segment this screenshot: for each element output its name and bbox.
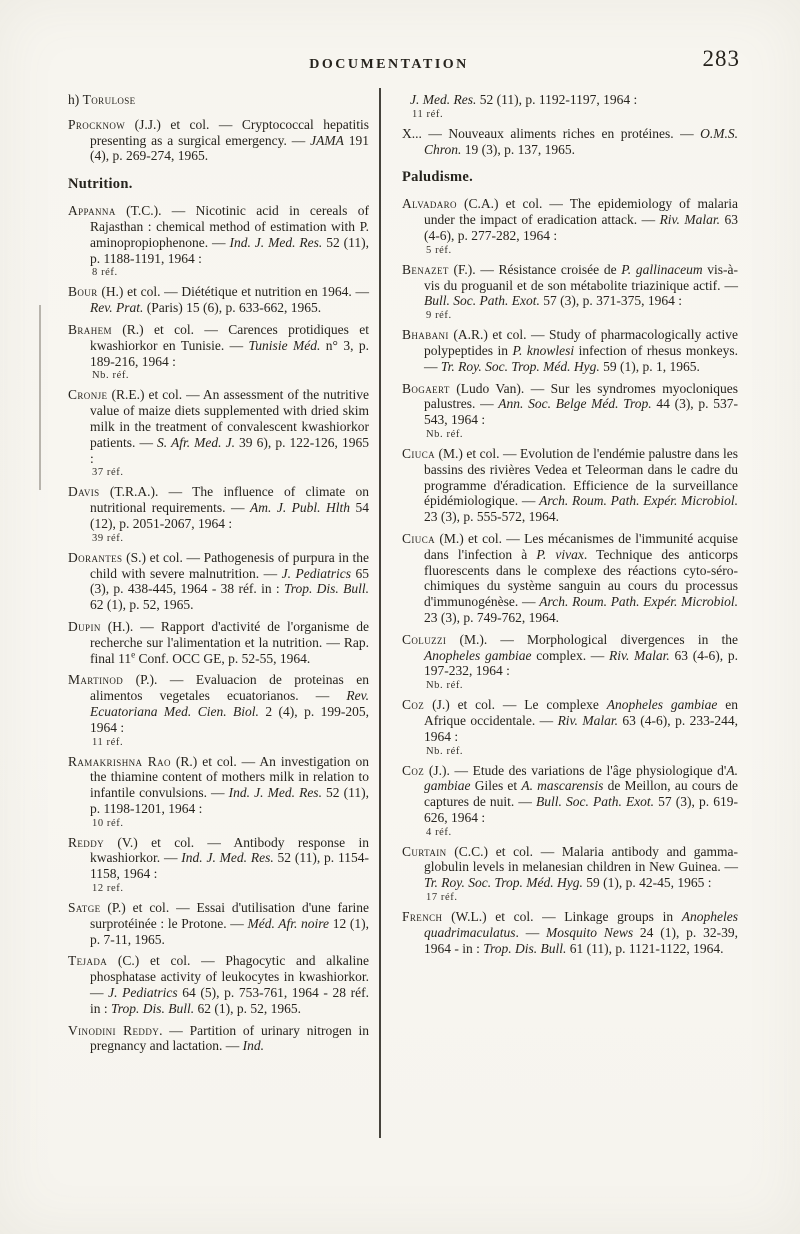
reference-count: Nb. réf. (426, 745, 464, 757)
entry-text: n° 3, p. 189-216, 1964 : (90, 337, 369, 369)
author-name: Alvadaro (402, 196, 457, 212)
entry-text: (A.R.) et col. — Study of pharmacologically active polypeptides in (424, 327, 738, 358)
journal-title: Riv. Malar. (659, 212, 721, 228)
entry-text: (J.) et col. — Le complexe (424, 697, 607, 713)
entry-text: 62 (1), p. 52, 1965. (90, 597, 194, 613)
author-name: Appanna (68, 203, 116, 219)
bibliography-entry (68, 672, 369, 747)
entry-text: 59 (1), p. 42-45, 1965 : (582, 875, 712, 891)
entry-text: (W.L.) et col. — Linkage groups in (442, 909, 682, 925)
journal-title: J. Med. Res. (410, 92, 477, 107)
journal-title: O.M.S. Chron. (424, 125, 738, 157)
entry-text: 64 (5), p. 753-761, 1964 - 28 réf. in : (90, 985, 370, 1016)
author-name: Coz (402, 697, 425, 713)
author-name: Coluzzi (402, 631, 447, 647)
entry-text: (R.) et col. — Carences protidiques et kwashiorkor en Tunisie. — (90, 321, 369, 353)
author-name: Dorantes (68, 549, 123, 565)
journal-title: Mosquito News (546, 924, 634, 940)
reference-count: Nb. réf. (92, 370, 130, 382)
journal-title: Riv. Malar. (609, 647, 670, 663)
author-name: Bour (68, 284, 98, 300)
entry-text: (P.) et col. — Essai d'utilisation d'une farine surprotéinée : le Protone. — (90, 900, 369, 931)
entry-text: (F.). — Résistance croisée de (448, 261, 622, 277)
author-name: Martinod (68, 672, 124, 688)
entry-text: (M.). — Morphological divergences in the (446, 631, 738, 647)
journal-title: A. gambiae (424, 762, 738, 794)
section-heading: Nutrition. (68, 176, 133, 193)
reference-count: 12 ref. (92, 883, 124, 895)
author-name: Curtain (402, 843, 447, 859)
author-name: Ciuca (402, 530, 436, 546)
bibliography-entry (68, 754, 369, 829)
bibliography-entry (68, 203, 369, 278)
reference-count: 37 réf. (92, 467, 124, 479)
entry-text: 191 (4), p. 269-274, 1965. (90, 132, 370, 164)
journal-title: Ann. Soc. Belge Méd. Trop. (498, 396, 652, 412)
bibliography-entry (402, 909, 738, 956)
author-name: Bogaert (402, 380, 450, 396)
entry-text: 52 (11), p. 1154-1158, 1964 : (90, 850, 369, 882)
entry-text: (Paris) 15 (6), p. 633-662, 1965. (143, 300, 322, 316)
reference-count: 11 réf. (412, 108, 444, 120)
entry-text: 39 6), p. 122-126, 1965 : (90, 434, 369, 466)
entry-text: . — (515, 924, 547, 940)
reference-count: Nb. réf. (426, 428, 464, 440)
entry-text: 57 (3), p. 619-626, 1964 : (424, 794, 738, 825)
journal-title: Arch. Roum. Path. Expér. Microbiol. (539, 594, 738, 610)
superscript: e (131, 649, 136, 660)
entry-text: 44 (3), p. 537-543, 1964 : (424, 396, 738, 428)
journal-title: S. Afr. Med. J. (157, 434, 235, 450)
entry-text: 61 (11), p. 1121-1122, 1964. (566, 940, 724, 956)
bibliography-entry (68, 284, 369, 316)
journal-title: Rev. Ecuatoriana Med. Cien. Biol. (90, 688, 369, 719)
author-name: Satge (68, 900, 101, 916)
journal-title: Bull. Soc. Path. Exot. (536, 794, 655, 810)
author-name: Tejada (68, 953, 108, 969)
entry-text: 52 (11), p. 1188-1191, 1964 : (90, 234, 370, 266)
bibliography-entry (68, 1023, 369, 1055)
journal-title: Tr. Roy. Soc. Trop. Méd. Hyg. (424, 875, 583, 891)
entry-text: 57 (3), p. 371-375, 1964 : (539, 293, 682, 309)
bibliography-entry (402, 446, 738, 525)
bibliography-entry (402, 763, 738, 838)
journal-title: Trop. Dis. Bull. (283, 581, 369, 597)
bibliography-entry (68, 953, 369, 1016)
entry-text: de Meillon, au cours de captures de nuit. — (424, 778, 739, 810)
journal-title: Trop. Dis. Bull. (111, 1000, 195, 1016)
bibliography-entry (68, 484, 369, 543)
reference-count: 5 réf. (426, 244, 452, 256)
entry-text: 54 (12), p. 2051-2067, 1964 : (90, 500, 369, 531)
journal-title: Arch. Roum. Path. Expér. Microbiol. (539, 493, 738, 509)
author-name: Procknow (68, 116, 126, 132)
bibliography-entry (68, 900, 369, 947)
column-right (402, 92, 738, 962)
author-name: Ciuca (402, 445, 436, 461)
entry-text: (M.) et col. — Les mécanismes de l'immunité acquise dans l'infection à (424, 530, 738, 562)
author-name: Reddy (68, 834, 105, 850)
journal-title: J. Pediatrics (281, 565, 351, 581)
page-number: 283 (702, 46, 740, 71)
entry-text: 23 (3), p. 749-762, 1964. (424, 609, 559, 625)
journal-title: Méd. Afr. noire (247, 915, 330, 931)
subsection-heading (68, 92, 369, 108)
entry-text: 59 (1), p. 1, 1965. (599, 358, 700, 374)
journal-title: J. Pediatrics (108, 985, 178, 1001)
entry-text: vis-à-vis du proguanil et de son métabolite triazinique actif. — (424, 261, 738, 293)
bibliography-entry (402, 126, 738, 158)
entry-text: (M.) et col. — Evolution de l'endémie palustre dans les bassins des rivières Vedea et Teleorman dans le cadre du programme d'éradication. Efficience de la surveillance épidémiologique. — (424, 445, 738, 509)
bibliography-entry (68, 387, 369, 478)
journal-title: Ind. J. Med. Res. (229, 234, 323, 250)
journal-title: JAMA (310, 132, 344, 148)
entry-text: Conf. OCC GE, p. 52-55, 1964. (135, 650, 311, 666)
bibliography-entry (402, 327, 738, 374)
entry-text: 63 (4-6), p. 197-232, 1964 : (424, 647, 738, 679)
bibliography-entry (402, 844, 738, 903)
journal-title: P. knowlesi (512, 342, 575, 358)
entry-text: (C.A.) et col. — The epidemiology of malaria under the impact of eradication attack. — (424, 196, 738, 228)
entry-text: Giles et (470, 778, 522, 794)
journal-title: Anopheles gambiae (424, 647, 532, 663)
entry-text: (J.J.) et col. — Cryptococcal hepatitis presenting as a surgical emergency. — (90, 116, 369, 148)
bibliography-entry (68, 117, 369, 164)
bibliography-entry (68, 322, 369, 381)
entry-text: 24 (1), p. 32-39, 1964 - in : (424, 924, 738, 956)
entry-text: 65 (3), p. 438-445, 1964 - 38 réf. in : (90, 565, 370, 597)
entry-text: (H.) et col. — Diététique et nutrition en 1964. — (97, 284, 369, 300)
entry-text: 62 (1), p. 52, 1965. (194, 1000, 302, 1016)
bibliography-entry (402, 697, 738, 756)
entry-text: 19 (3), p. 137, 1965. (461, 141, 576, 157)
reference-count: 4 réf. (426, 826, 452, 838)
entry-text: 63 (4-6), p. 233-244, 1964 : (424, 712, 738, 744)
bibliography-entry (68, 550, 369, 613)
bibliography-entry (68, 619, 369, 666)
journal-title: Anopheles gambiae (606, 697, 718, 713)
bibliography-entry (402, 92, 738, 120)
entry-text: 12 (1), p. 7-11, 1965. (90, 915, 370, 947)
entry-text: 2 (4), p. 199-205, 1964 : (90, 703, 369, 735)
column-left (68, 92, 369, 1060)
journal-title: Am. J. Publ. Hlth (250, 500, 351, 516)
entry-text: (C.) et col. — Phagocytic and alkaline phosphatase activity of leukocytes in kwashiorkor. — (90, 953, 369, 1001)
bibliography-entry (402, 196, 738, 255)
author-name: Davis (68, 484, 100, 500)
section-heading: Paludisme. (402, 169, 474, 186)
reference-count: 9 réf. (426, 310, 452, 322)
journal-title: Bull. Soc. Path. Exot. (424, 293, 540, 309)
entry-text: 52 (11), p. 1198-1201, 1964 : (90, 785, 370, 816)
entry-text: . — Partition of urinary nitrogen in pregnancy and lactation. — (90, 1022, 370, 1054)
journal-title: Ind. J. Med. Res. (181, 850, 274, 866)
column-divider-rule (379, 88, 381, 1138)
entry-text: (T.C.). — Nicotinic acid in cereals of Rajasthan : chemical method of estimation with P. aminopropiophenone. — (90, 203, 369, 250)
author-name: Bhabani (402, 327, 449, 343)
reference-count: Nb. réf. (426, 680, 464, 692)
bibliography-entry (402, 632, 738, 691)
author-name: Brahem (68, 321, 112, 337)
bibliography-entry (68, 835, 369, 894)
entry-text: (Ludo Van). — Sur les syndromes myocloniques palustres. — (424, 380, 738, 412)
entry-text: (H.). — Rapport d'activité de l'organisme de recherche sur l'alimentation et la nutrition. — Rap. final 11 (90, 618, 369, 666)
entry-text: en Afrique occidentale. — (424, 697, 738, 728)
entry-text: 63 (4-6), p. 277-282, 1964 : (424, 212, 738, 243)
author-name: French (402, 909, 443, 925)
entry-text: 23 (3), p. 555-572, 1964. (424, 509, 559, 525)
author-name: Dupin (68, 618, 101, 634)
journal-title: Tr. Roy. Soc. Trop. Méd. Hyg. (440, 358, 600, 374)
entry-text: (R.E.) et col. — An assessment of the nutritive value of maize diets supplemented with dried skim milk in the treatment of convalescent kwashiorkor patients. — (90, 387, 369, 450)
entry-text: (J.). — Etude des variations de l'âge physiologique d' (424, 762, 727, 778)
page-title: DOCUMENTATION (309, 57, 469, 72)
reference-count: 11 réf. (92, 736, 124, 748)
journal-title: Rev. Prat. (90, 300, 144, 316)
entry-text: (V.) et col. — Antibody response in kwashiorkor. — (90, 834, 369, 866)
reference-count: 17 réf. (426, 892, 458, 904)
journal-title: Anopheles quadrimaculatus (424, 909, 738, 940)
author-name: Cronje (68, 387, 108, 403)
author-name: Ramakrishna Rao (68, 753, 171, 769)
journal-title: Ind. (242, 1038, 264, 1054)
entry-text: (P.). — Evaluacion de proteinas en alimentos vegetales ecuatorianos. — (90, 672, 369, 704)
entry-text: (S.) et col. — Pathogenesis of purpura in the child with severe malnutrition. — (90, 549, 369, 581)
journal-title: Trop. Dis. Bull. (483, 940, 567, 956)
author-name: Coz (402, 762, 425, 778)
entry-text: X... — Nouveaux aliments riches en protéines. — (402, 125, 701, 141)
author-name: Vinodini Reddy (68, 1022, 160, 1038)
author-name: Torulose (82, 92, 136, 107)
journal-title: A. mascarensis (521, 778, 604, 794)
entry-text: (C.C.) et col. — Malaria antibody and gamma-globulin levels in melanesian children in New Guinea. — (424, 843, 738, 875)
entry-text: (R.) et col. — An investigation on the thiamine content of mothers milk in relation to infantile convulsions. — (90, 753, 369, 801)
bibliography-entry (402, 262, 738, 321)
journal-title: P. gallinaceum (621, 261, 703, 277)
entry-text: infection of rhesus monkeys. — (424, 342, 739, 374)
entry-text: complex. — (531, 647, 610, 663)
journal-title: P. vivax (536, 546, 584, 562)
entry-text: 52 (11), p. 1192-1197, 1964 : (476, 92, 638, 107)
bibliography-entry (402, 531, 738, 626)
scan-artifact-mark (39, 305, 41, 490)
entry-text: h) (68, 92, 83, 107)
journal-title: Ind. J. Med. Res. (228, 785, 322, 801)
author-name: Benazet (402, 261, 449, 277)
reference-count: 8 réf. (92, 267, 118, 279)
journal-title: Riv. Malar. (557, 712, 618, 728)
reference-count: 10 réf. (92, 817, 124, 829)
bibliography-entry (402, 381, 738, 440)
reference-count: 39 réf. (92, 532, 124, 544)
journal-title: Tunisie Méd. (248, 337, 321, 353)
entry-text: (T.R.A.). — The influence of climate on nutritional requirements. — (90, 484, 369, 516)
entry-text: . Technique des anticorps fluorescents dans le complexe des réactions cyto-séro-chimiques du système sanguin au cours du processus d'immunogénèse. — (424, 546, 738, 610)
